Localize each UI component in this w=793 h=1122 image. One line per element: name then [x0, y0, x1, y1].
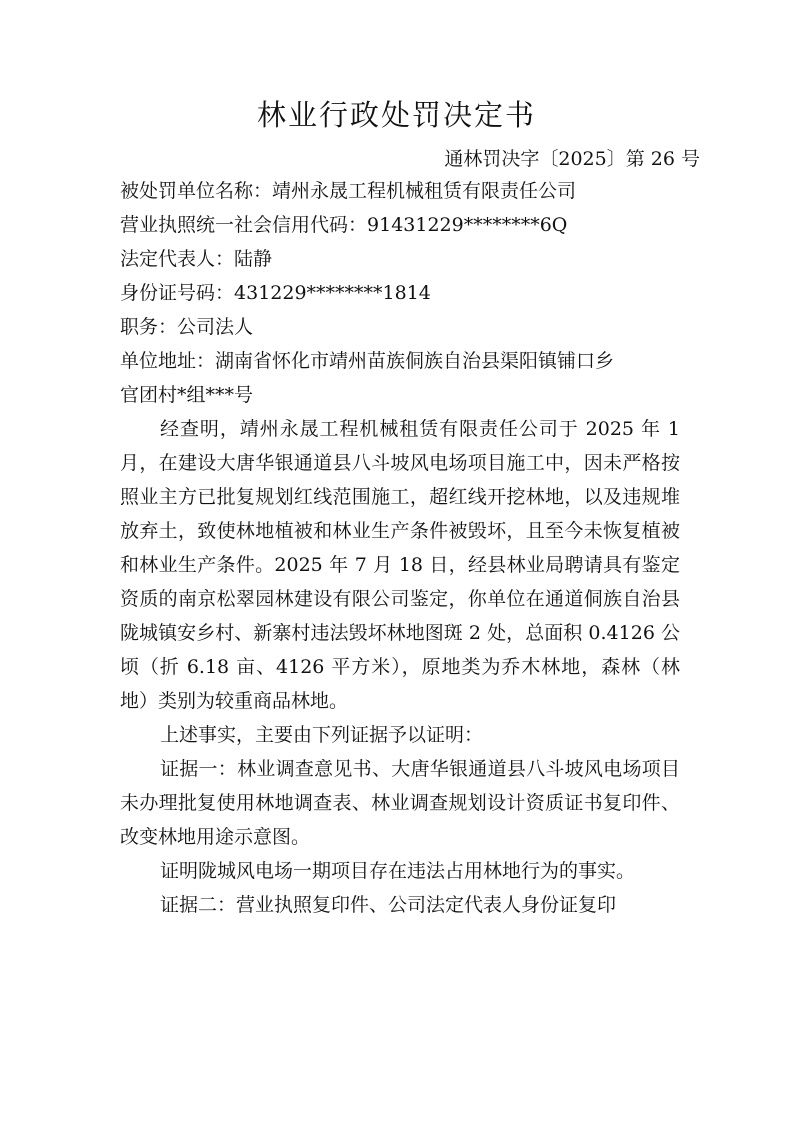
field-value: 湖南省怀化市靖州苗族侗族自治县渠阳镇铺口乡 [215, 350, 615, 372]
field-legal-representative [120, 242, 680, 276]
paragraph-findings: 经查明，靖州永晟工程机械租赁有限责任公司于 2025 年 1 月，在建设大唐华银通道县八斗坡风电场项目施工中，因未严格按照业主方已批复规划红线范围施工，超红线开挖林地，以及违规堆放弃土，致使林地植被和林业生产条件被毁坏，且至今未恢复植被和林业生产条件。2025 年 7 月 18 日，经县林业局聘请具有鉴定资质的南京松翠园林建设有限公司鉴定，你单位在通道侗族自治县陇城镇安乡村、新寨村违法毁坏林地图斑 2 处，总面积 0.4126 公顷（折 6.18 亩、4126 平方米），原地类为乔木林地，森林（林地）类别为较重商品林地。 [120, 418, 680, 712]
document-number: 通林罚决字〔2025〕第 26 号 [444, 148, 700, 170]
document-body [120, 174, 680, 922]
field-credit-code [120, 208, 680, 242]
paragraph-evidence-two: 证据二：营业执照复印件、公司法定代表人身份证复印 [160, 894, 617, 916]
field-address-continued: 官团村*组***号 [120, 384, 254, 406]
field-value: 靖州永晟工程机械租赁有限责任公司 [272, 180, 577, 202]
paragraph-evidence-one-proof: 证明陇城风电场一期项目存在违法占用林地行为的事实。 [160, 860, 636, 882]
field-entity-name [120, 174, 680, 208]
field-label: 职务： [120, 316, 178, 338]
field-label: 营业执照统一社会信用代码： [120, 214, 368, 236]
field-id-number [120, 276, 680, 310]
field-label: 法定代表人： [120, 248, 235, 270]
field-address [120, 344, 680, 378]
field-position [120, 310, 680, 344]
field-value: 公司法人 [177, 316, 254, 338]
field-label: 被处罚单位名称： [120, 180, 273, 202]
document-title: 林业行政处罚决定书 [256, 98, 536, 132]
field-value: 陆静 [234, 248, 273, 270]
field-label: 单位地址： [120, 350, 216, 372]
field-label: 身份证号码： [120, 282, 235, 304]
paragraph-evidence-one: 证据一：林业调查意见书、大唐华银通道县八斗坡风电场项目未办理批复使用林地调查表、林业调查规划设计资质证书复印件、改变林地用途示意图。 [120, 758, 680, 848]
field-value: 91431229********6Q [367, 214, 568, 236]
field-value: 431229********1814 [234, 282, 431, 304]
paragraph-evidence-intro: 上述事实，主要由下列证据予以证明： [160, 724, 484, 746]
